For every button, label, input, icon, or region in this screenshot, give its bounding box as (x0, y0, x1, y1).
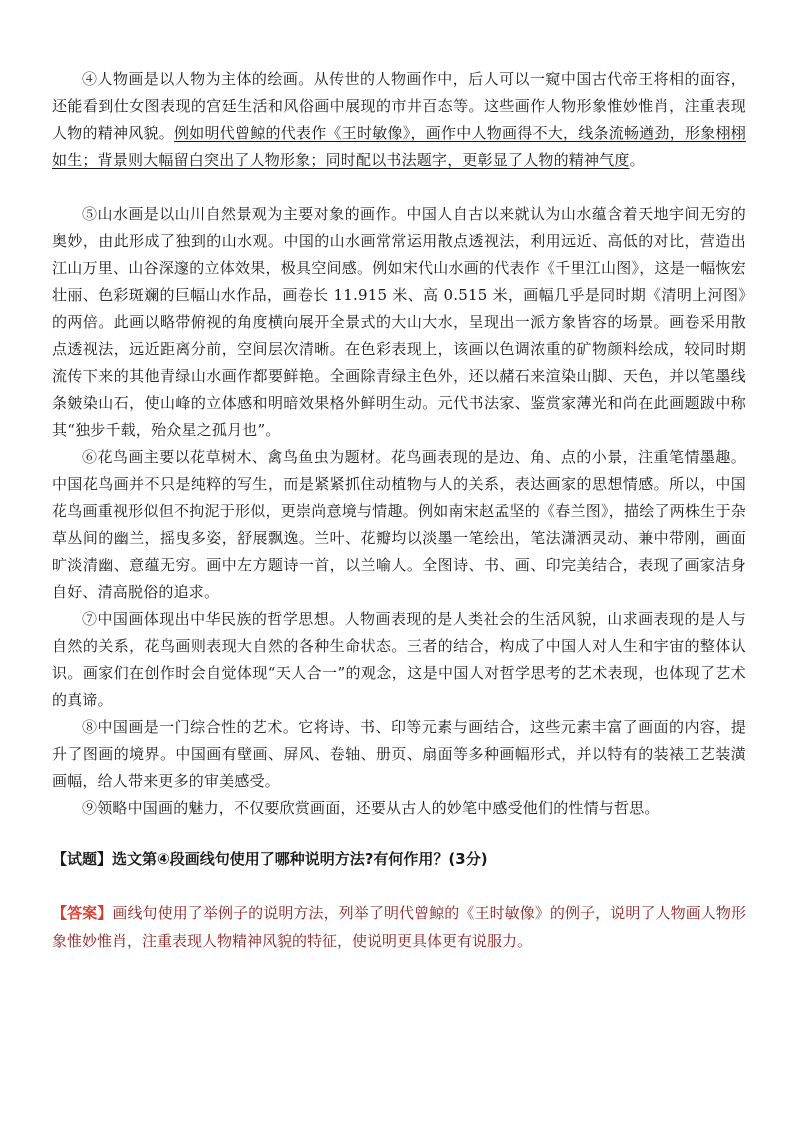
paragraph-6: ⑥花鸟画主要以花草树木、禽鸟鱼虫为题材。花鸟画表现的是边、角、点的小景，注重笔情墨趣。中国花鸟画并不只是纯粹的写生，而是紧紧抓住动植物与人的关系，表达画家的思想情感。所以，中国花鸟画重视形似但不拘泥于形似，更崇尚意境与情趣。例如南宋赵孟坚的《春兰图》，描绘了两株生于杂草丛间的幽兰，摇曳多姿，舒展飘逸。兰叶、花瓣均以淡墨一笔绘出，笔法潇洒灵动、兼中带刚，画面旷淡清幽、意蕴无穷。画中左方题诗一首，以兰喻人。全图诗、书、画、印完美结合，表现了画家洁身自好、清高脱俗的追求。 (52, 448, 746, 601)
question: 【试题】选文第④段画线句使用了哪种说明方法?有何作用？(3分) (52, 850, 488, 868)
paragraph-5: ⑤山水画是以山川自然景观为主要对象的画作。中国人自古以来就认为山水蕴含着天地宇间无穷的奥妙，由此形成了独到的山水观。中国的山水画常常运用散点透视法，利用远近、高低的对比，营造出江山万里、山谷深邃的立体效果，极具空间感。例如宋代山水画的代表作《千里江山图》，这是一幅恢宏壮丽、色彩斑斓的巨幅山水作品，画卷长 11.915 米、高 0.515 米，画幅几乎是同时期《清明上河图》的两倍。此画以略带俯视的角度横向展开全景式的大山大水，呈现出一派方象皆容的场景。画卷采用散点透视法，远近距离分前，空间层次清晰。在色彩表现上，该画以色调浓重的矿物颜料绘成，较同时期流传下来的其他青绿山水画作都要鲜艳。全画除青绿主色外，还以赭石来渲染山脚、天色，并以笔墨线条皴染山石，使山峰的立体感和明暗效果格外鲜明生动。元代书法家、鉴赏家薄光和尚在此画题跋中称其“独步千载，殆众星之孤月也”。 (52, 205, 746, 439)
paragraph-7: ⑦中国画体现出中华民族的哲学思想。人物画表现的是人类社会的生活风貌，山求画表现的是人与自然的关系，花鸟画则表现大自然的各种生命状态。三者的结合，构成了中国人对人生和宇宙的整体认识。画家们在创作时会自觉体现“天人合一”的观念，这是中国人对哲学思考的艺术表现，也体现了艺术的真谛。 (52, 610, 746, 709)
paragraph-9: ⑨领略中国画的魅力，不仅要欣赏画面，还要从古人的妙笔中感受他们的性情与哲思。 (82, 799, 660, 817)
paragraph-gap (52, 174, 746, 201)
paragraph-4-text: ④人物画是以人物为主体的绘画。从传世的人物画作中，后人可以一窥中国古代帝王将相的面容，还能看到仕女图表现的宫廷生活和风俗画中展现的市井百态等。这些画作人物形象惟妙惟肖，注重表现人物的精神风貌。 (52, 70, 746, 142)
answer (52, 899, 746, 955)
underlined-sentence: 例如明代曾鲸的代表作《王时敏像》，画作中人物画得不大，线条流畅遒劲，形象栩栩如生；背景则大幅留白突出了人物形象；同时配以书法题字，更彰显了人物的精神气度 (52, 124, 746, 169)
answer-text: 画线句使用了举例子的说明方法，列举了明代曾鲸的《王时敏像》的例子，说明了人物画人物形象惟妙惟肖，注重表现人物精神风貌的特征，使说明更具体更有说服力。 (52, 904, 746, 950)
paragraph-4-end: 。 (629, 151, 645, 169)
answer-tag: 【答案】 (52, 904, 113, 922)
paragraph-8: ⑧中国画是一门综合性的艺术。它将诗、书、印等元素与画结合，这些元素丰富了画面的内容，提升了图画的境界。中国画有壁画、屏风、卷轴、册页、扇面等多种画幅形式，并以特有的装裱工艺装潢画幅，给人带来更多的审美感受。 (52, 718, 746, 790)
document-page (52, 66, 746, 955)
paragraph-4 (52, 66, 746, 174)
